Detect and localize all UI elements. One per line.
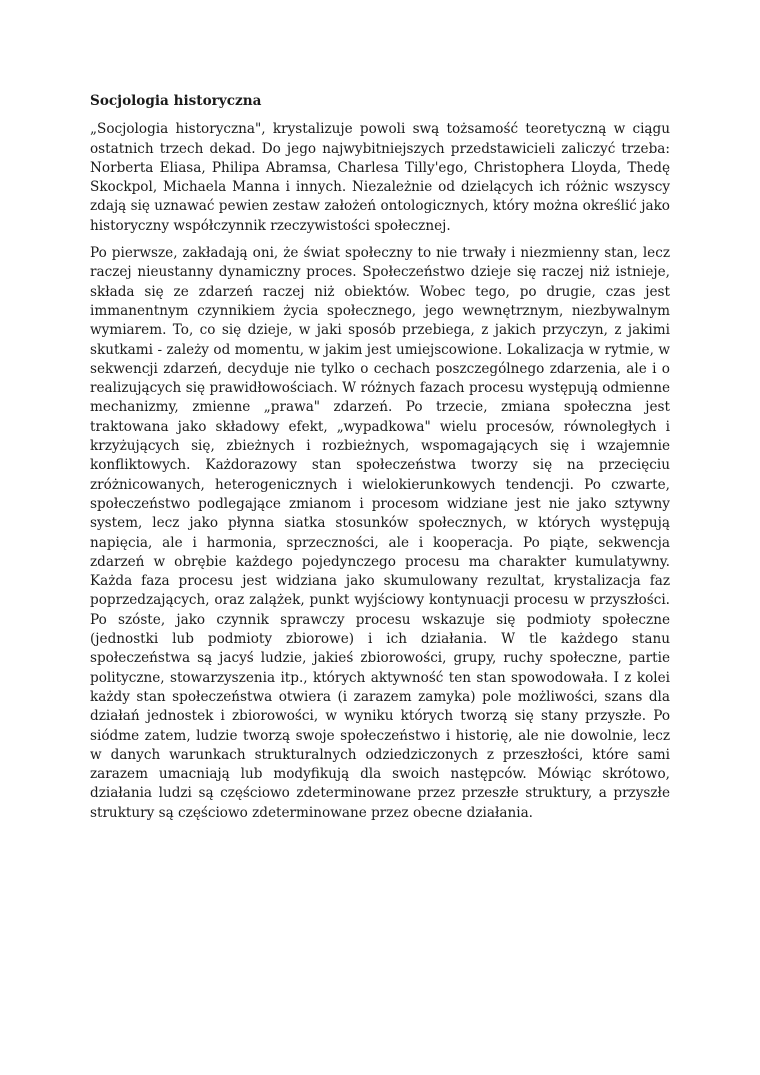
paragraph-main: Po pierwsze, zakładają oni, że świat społeczny to nie trwały i niezmienny stan, lecz raczej nieustanny dynamiczny proces. Społeczeństwo dzieje się raczej niż istnieje, składa się ze zdarzeń raczej niż obiektów. Wobec tego, po drugie, czas jest immanentnym czynnikiem życia społecznego, jego wewnętrznym, niezbywalnym wymiarem. To, co się dzieje, w jaki sposób przebiega, z jakich przyczyn, z jakimi skutkami - zależy od momentu, w jakim jest umiejscowione. Lokalizacja w rytmie, w sekwencji zdarzeń, decyduje nie tylko o cechach poszczególnego zdarzenia, ale i o realizujących się prawidłowościach. W różnych fazach procesu występują odmienne mechanizmy, zmienne „prawa" zdarzeń. Po trzecie, zmiana społeczna jest traktowana jako składowy efekt, „wypadkowa" wielu procesów, równoległych i krzyżujących się, zbieżnych i rozbieżnych, wspomagających się i wzajemnie konfliktowych. Każdorazowy stan społeczeństwa tworzy się na przecięciu zróżnicowanych, heterogenicznych i wielokierunkowych tendencji. Po czwarte, społeczeństwo podlegające zmianom i procesom widziane jest nie jako sztywny system, lecz jako płynna siatka stosunków społecznych, w których występują napięcia, ale i harmonia, sprzeczności, ale i kooperacja. Po piąte, sekwencja zdarzeń w obrębie każdego pojedynczego procesu ma charakter kumulatywny. Każda faza procesu jest widziana jako skumulowany rezultat, krystalizacja faz poprzedzających, oraz zalążek, punkt wyjściowy kontynuacji procesu w przyszłości. Po szóste, jako czynnik sprawczy procesu wskazuje się podmioty społeczne (jednostki lub podmioty zbiorowe) i ich działania. W tle każdego stanu społeczeństwa są jacyś ludzie, jakieś zbiorowości, grupy, ruchy społeczne, partie polityczne, stowarzyszenia itp., których aktywność ten stan spowodowała. I z kolei każdy stan społeczeństwa otwiera (i zarazem zamyka) pole możliwości, szans dla działań jednostek i zbiorowości, w wyniku których tworzą się stany przyszłe. Po siódme zatem, ludzie tworzą swoje społeczeństwo i historię, ale nie dowolnie, lecz w danych warunkach strukturalnych odziedziczonych z przeszłości, które sami zarazem umacniają lub modyfikują dla swoich następców. Mówiąc skrótowo, działania ludzi są częściowo zdeterminowane przez przeszłe struktury, a przyszłe struktury są częściowo zdeterminowane przez obecne działania. bbox=[90, 245, 670, 821]
document-body bbox=[90, 92, 670, 831]
paragraph-intro: „Socjologia historyczna", krystalizuje powoli swą tożsamość teoretyczną w ciągu ostatnich trzech dekad. Do jego najwybitniejszych przedstawicieli zaliczyć trzeba: Norberta Eliasa, Philipa Abramsa, Charlesa Tilly'ego, Christophera Lloyda, Thedę Skockpol, Michaela Manna i innych. Niezależnie od dzielących ich różnic wszyscy zdają się uznawać pewien zestaw założeń ontologicznych, który można określić jako historyczny współczynnik rzeczywistości społecznej. bbox=[90, 121, 670, 234]
document-title: Socjologia historyczna bbox=[90, 93, 262, 109]
